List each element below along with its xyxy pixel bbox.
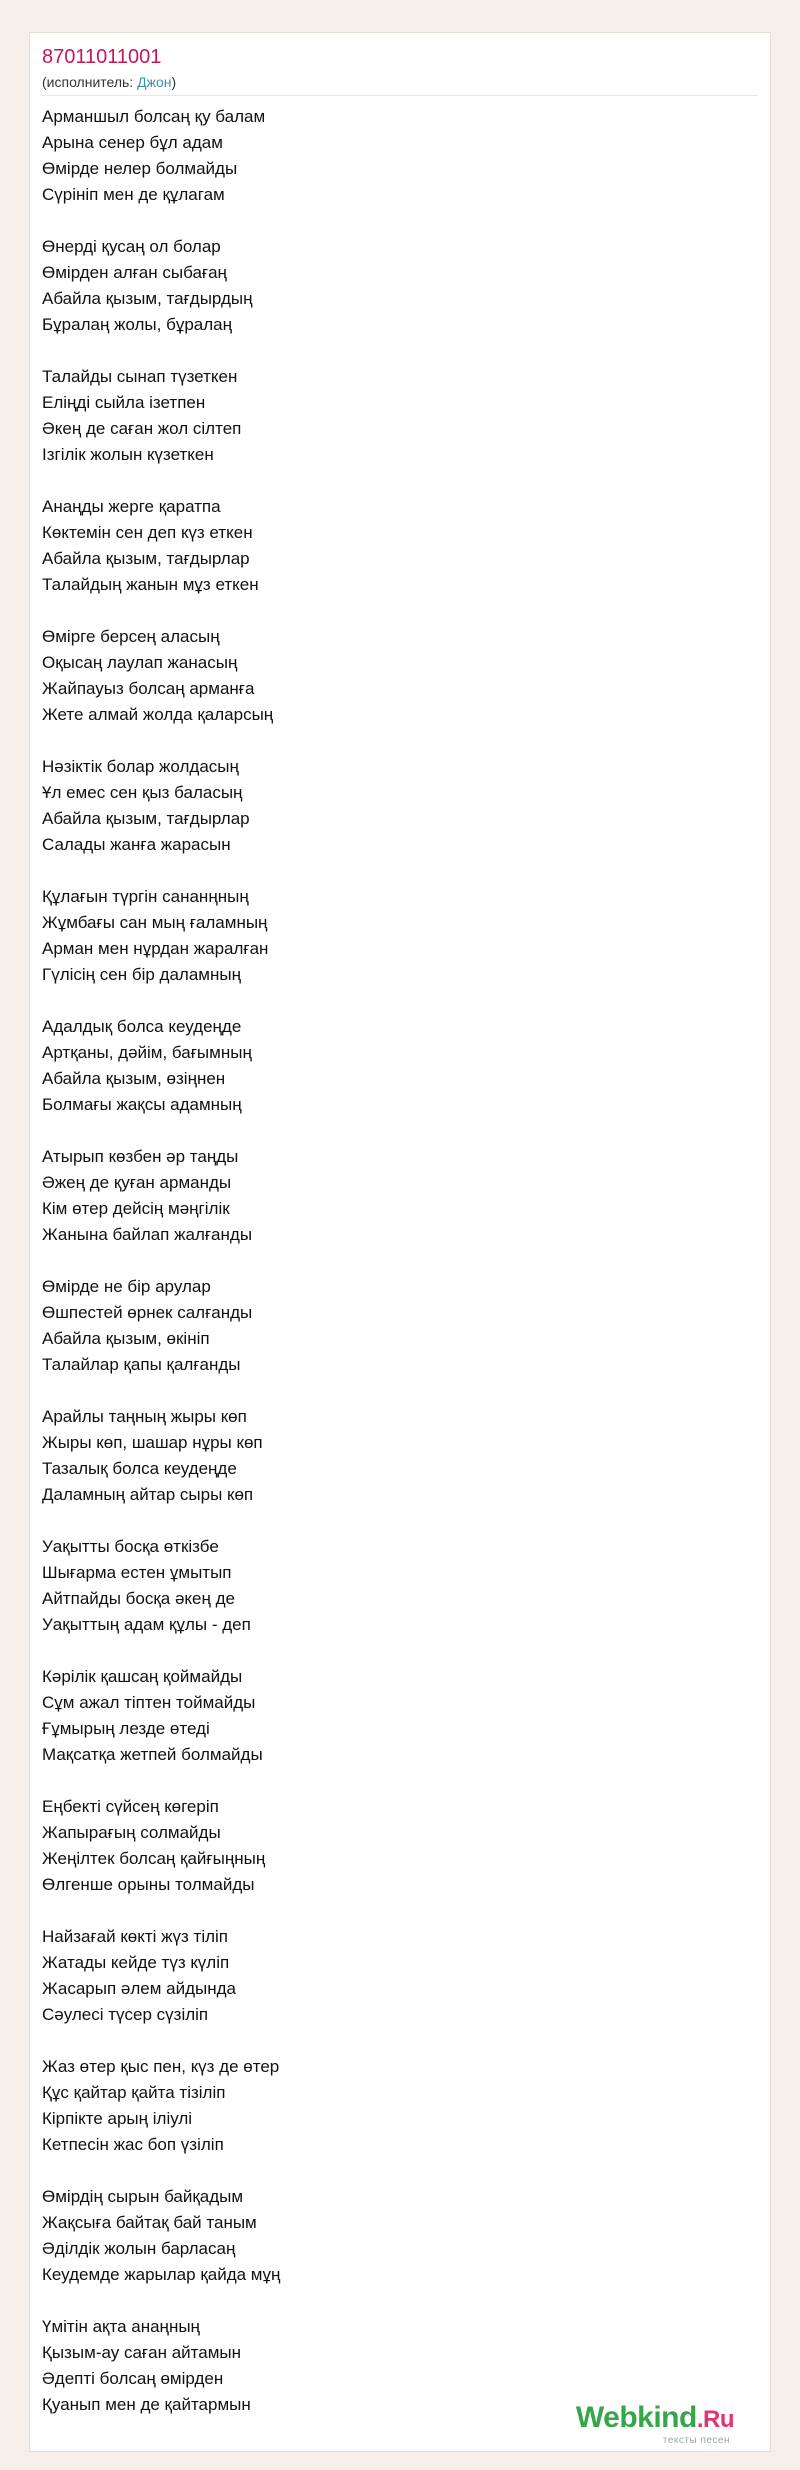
- lyrics-line: Жайпауыз болсаң арманға: [42, 679, 255, 698]
- lyrics-stanza: [42, 1274, 742, 1378]
- lyrics-line: Жанына байлап жалғанды: [42, 1225, 253, 1244]
- lyrics-line: Абайла қызым, өзіңнен: [42, 1069, 226, 1088]
- site-logo-wordmark: [576, 2401, 734, 2437]
- lyrics-line: Уақыттың адам құлы - деп: [42, 1615, 251, 1634]
- lyrics-line: Қызым-ау саған айтамын: [42, 2343, 241, 2362]
- lyrics-line: Кірпікте арың іліулі: [42, 2109, 193, 2128]
- lyrics-line: Кәрілік қашсаң қоймайды: [42, 1667, 243, 1686]
- lyrics-line: Үмітін ақта анаңның: [42, 2317, 200, 2336]
- lyrics-line: Өмірден алған сыбағаң: [42, 263, 227, 282]
- lyrics-card: [29, 32, 771, 2452]
- lyrics-stanza: [42, 2054, 742, 2158]
- lyrics-line: Өмірдің сырын байқадым: [42, 2187, 244, 2206]
- lyrics-stanza: [42, 2184, 742, 2288]
- lyrics-line: Атырып көзбен әр таңды: [42, 1147, 239, 1166]
- lyrics-line: Кеудемде жарылар қайда мұң: [42, 2265, 281, 2284]
- title-divider: [42, 95, 758, 96]
- lyrics-line: Абайла қызым, тағдырлар: [42, 809, 250, 828]
- lyrics-line: Нәзіктік болар жолдасың: [42, 757, 239, 776]
- lyrics-stanza: [42, 1924, 742, 2028]
- lyrics-line: Абайла қызым, өкініп: [42, 1329, 210, 1348]
- lyrics-line: Құлағын түргін сананңның: [42, 887, 249, 906]
- lyrics-line: Найзағай көкті жүз тіліп: [42, 1927, 229, 1946]
- lyrics-line: Мақсатқа жетпей болмайды: [42, 1745, 263, 1764]
- artist-link[interactable]: Джон: [137, 74, 172, 90]
- lyrics-stanza: [42, 624, 742, 728]
- artist-suffix: ): [171, 74, 177, 90]
- lyrics-line: Ұл емес сен қыз баласың: [42, 783, 243, 802]
- lyrics-line: Кетпесін жас боп үзіліп: [42, 2135, 224, 2154]
- lyrics-line: Еңбекті сүйсең көгеріп: [42, 1797, 219, 1816]
- lyrics-stanza: [42, 364, 742, 468]
- site-logo-name: Webkind: [575, 2401, 697, 2434]
- lyrics-line: Жасарып әлем айдында: [42, 1979, 236, 1998]
- lyrics-line: Уақытты босқа өткізбе: [42, 1537, 219, 1556]
- lyrics-line: Абайла қызым, тағдырдың: [42, 289, 253, 308]
- lyrics-text: [42, 104, 742, 2444]
- lyrics-stanza: [42, 1014, 742, 1118]
- site-logo[interactable]: [570, 2395, 770, 2451]
- lyrics-line: Даламның айтар сыры көп: [42, 1485, 254, 1504]
- lyrics-line: Сүрініп мен де құлагам: [42, 185, 225, 204]
- lyrics-line: Өлгенше орыны толмайды: [42, 1875, 255, 1894]
- lyrics-line: Арайлы таңның жыры көп: [42, 1407, 247, 1426]
- lyrics-line: Тазалық болса кеудеңде: [42, 1459, 237, 1478]
- lyrics-line: Гүлісің сен бір даламның: [42, 965, 241, 984]
- lyrics-line: Әжең де қуған арманды: [42, 1173, 232, 1192]
- lyrics-line: Арман мен нұрдан жаралған: [42, 939, 269, 958]
- lyrics-stanza: [42, 1794, 742, 1898]
- lyrics-line: Шығарма естен ұмытып: [42, 1563, 232, 1582]
- lyrics-line: Талайды сынап түзеткен: [42, 367, 238, 386]
- lyrics-line: Салады жанға жарасын: [42, 835, 231, 854]
- lyrics-line: Еліңді сыйла ізетпен: [42, 393, 206, 412]
- lyrics-line: Өмірге берсең аласың: [42, 627, 220, 646]
- lyrics-line: Өмірде не бір арулар: [42, 1277, 211, 1296]
- song-title: 87011011001: [42, 46, 162, 68]
- lyrics-stanza: [42, 234, 742, 338]
- lyrics-line: Жақсыға байтақ бай таным: [42, 2213, 257, 2232]
- lyrics-line: Талайлар қапы қалғанды: [42, 1355, 241, 1374]
- lyrics-line: Ізгілік жолын күзеткен: [42, 445, 214, 464]
- lyrics-line: Қуанып мен де қайтармын: [42, 2395, 251, 2414]
- lyrics-line: Жеңілтек болсаң қайғыңның: [42, 1849, 266, 1868]
- lyrics-line: Әдепті болсаң өмірден: [42, 2369, 224, 2388]
- lyrics-line: Болмағы жақсы адамның: [42, 1095, 242, 1114]
- lyrics-line: Жапырағың солмайды: [42, 1823, 221, 1842]
- lyrics-line: Бұралаң жолы, бұралаң: [42, 315, 232, 334]
- site-logo-tld: .Ru: [696, 2406, 734, 2433]
- lyrics-line: Кім өтер дейсің мәңгілік: [42, 1199, 230, 1218]
- lyrics-line: Жаз өтер қыс пен, күз де өтер: [42, 2057, 280, 2076]
- lyrics-stanza: [42, 1144, 742, 1248]
- lyrics-stanza: [42, 1534, 742, 1638]
- site-logo-tagline: тексты песен: [662, 2435, 730, 2446]
- lyrics-line: Айтпайды босқа әкең де: [42, 1589, 235, 1608]
- lyrics-stanza: [42, 884, 742, 988]
- lyrics-line: Абайла қызым, тағдырлар: [42, 549, 250, 568]
- lyrics-line: Талайдың жанын мұз еткен: [42, 575, 259, 594]
- lyrics-line: Арманшыл болсаң қу балам: [42, 107, 266, 126]
- lyrics-line: Өнерді қусаң ол болар: [42, 237, 221, 256]
- lyrics-stanza: [42, 1404, 742, 1508]
- lyrics-line: Құс қайтар қайта тізіліп: [42, 2083, 226, 2102]
- lyrics-line: Жете алмай жолда қаларсың: [42, 705, 274, 724]
- lyrics-line: Артқаны, дәйім, бағымның: [42, 1043, 252, 1062]
- lyrics-line: Сұм ажал тіптен тоймайды: [42, 1693, 256, 1712]
- lyrics-stanza: [42, 494, 742, 598]
- lyrics-line: Ғұмырың лезде өтеді: [42, 1719, 210, 1738]
- lyrics-line: Жыры көп, шашар нұры көп: [42, 1433, 263, 1452]
- lyrics-line: Әділдік жолын барласаң: [42, 2239, 236, 2258]
- lyrics-line: Арына сенер бұл адам: [42, 133, 223, 152]
- artist-prefix: (исполнитель:: [42, 74, 138, 90]
- lyrics-line: Оқысаң лаулап жанасың: [42, 653, 238, 672]
- lyrics-line: Анаңды жерге қаратпа: [42, 497, 221, 516]
- lyrics-stanza: [42, 104, 742, 208]
- lyrics-stanza: [42, 1664, 742, 1768]
- artist-line: [42, 73, 176, 91]
- lyrics-line: Жұмбағы сан мың ғаламның: [42, 913, 268, 932]
- lyrics-stanza: [42, 754, 742, 858]
- lyrics-line: Жатады кейде түз күліп: [42, 1953, 230, 1972]
- lyrics-line: Көктемін сен деп күз еткен: [42, 523, 253, 542]
- lyrics-line: Сәулесі түсер сүзіліп: [42, 2005, 209, 2024]
- lyrics-line: Өшпестей өрнек салғанды: [42, 1303, 253, 1322]
- lyrics-line: Өмірде нелер болмайды: [42, 159, 238, 178]
- lyrics-line: Әкең де саған жол сілтеп: [42, 419, 242, 438]
- lyrics-line: Адалдық болса кеудеңде: [42, 1017, 242, 1036]
